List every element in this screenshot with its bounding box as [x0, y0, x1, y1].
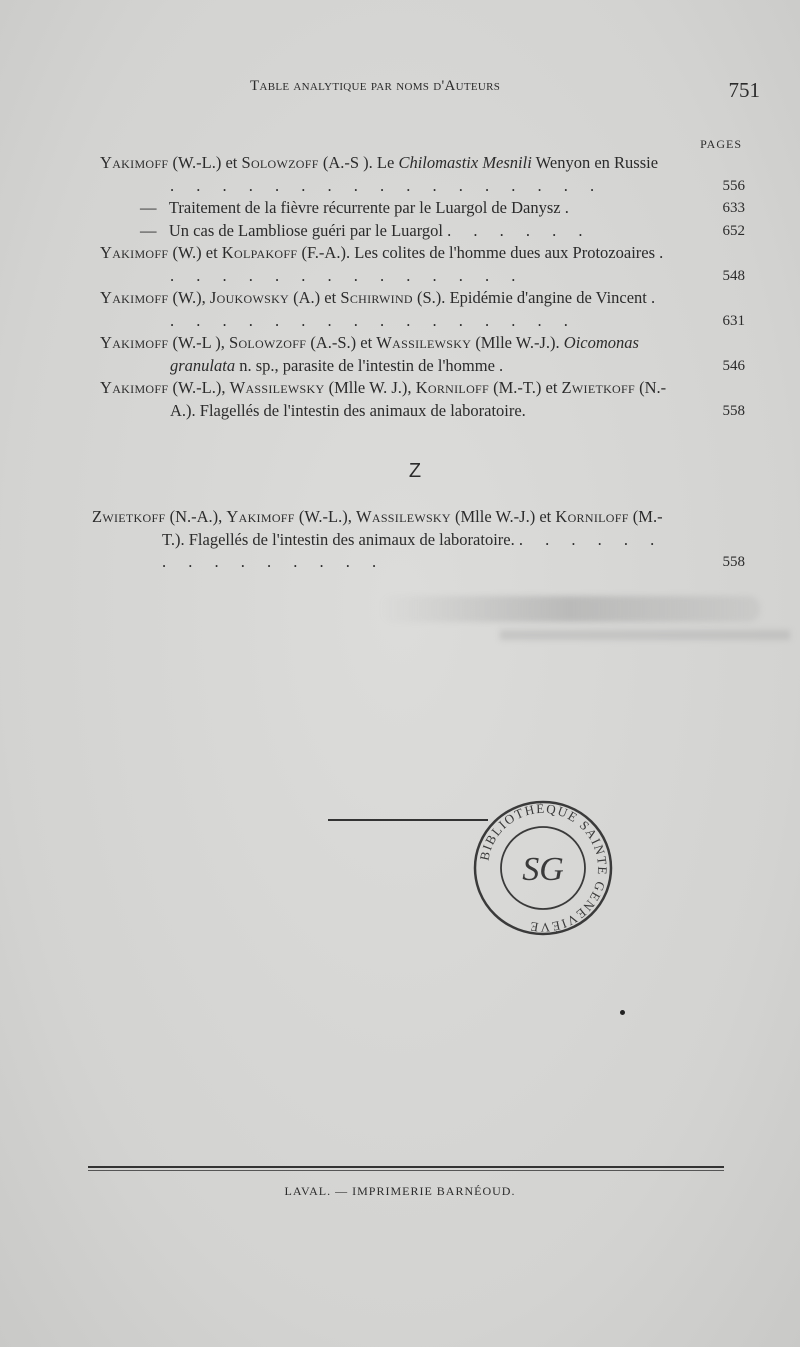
- running-title: Table analytique par noms d'Auteurs: [250, 78, 501, 94]
- entry-page: 652: [722, 222, 745, 239]
- scan-smudge: [500, 630, 790, 640]
- scan-smudge: [380, 596, 760, 622]
- index-entry: Yakimoff (W.) et Kolpakoff (F.-A.). Les colites de l'homme dues aux Protozoaires . . . . . . . . . . . . . . . 548: [100, 242, 745, 287]
- svg-text:SG: SG: [522, 851, 564, 888]
- index-entry: — Un cas de Lambliose guéri par le Luargol . . . . . . 652: [100, 220, 745, 243]
- index-entry: — Traitement de la fièvre récurrente par le Luargol de Danysz . 633: [100, 197, 745, 220]
- page-number: 751: [728, 78, 760, 102]
- entry-page: 546: [722, 357, 745, 374]
- entry-page: 633: [722, 200, 745, 216]
- index-entry: Yakimoff (W.-L ), Solowzoff (A.-S.) et Wassilewsky (Mlle W.-J.). Oicomonas granulata n. sp., parasite de l'intestin de l'homme . 546: [100, 332, 745, 377]
- divider-rule: [328, 819, 488, 821]
- index-entries: [100, 152, 745, 422]
- footer-rule: [88, 1166, 724, 1168]
- entry-page: 556: [722, 177, 745, 194]
- footer-rule: [88, 1170, 724, 1171]
- svg-text:BIBLIOTHÈQUE SAINTE GENEVIÈVE: BIBLIOTHÈQUE SAINTE GENEVIÈVE: [476, 800, 611, 936]
- entry-page: 631: [722, 312, 745, 329]
- entry-page: 558: [722, 402, 745, 419]
- entry-page: 548: [722, 267, 745, 284]
- entry-page: 558: [722, 554, 745, 570]
- index-entry: Yakimoff (W.), Joukowsky (A.) et Schirwind (S.). Epidémie d'angine de Vincent . . . . . . . . . . . . . . . . . 631: [100, 287, 745, 332]
- scan-speck: [620, 1010, 625, 1015]
- index-entry: Zwietkoff (N.-A.), Yakimoff (W.-L.), Wassilewsky (Mlle W.-J.) et Korniloff (M.-T.). Flagellés de l'intestin des animaux de laboratoire. . . . . . . . . . . . . . . . 558: [92, 506, 745, 574]
- index-entry: Yakimoff (W.-L.), Wassilewsky (Mlle W. J.), Korniloff (M.-T.) et Zwietkoff (N.-A.). Flagellés de l'intestin des animaux de laboratoire. 558: [100, 377, 745, 422]
- index-entry: Yakimoff (W.-L.) et Solowzoff (A.-S ). Le Chilomastix Mesnili Wenyon en Russie . . . . . . . . . . . . . . . . . 556: [100, 152, 745, 197]
- pages-column-label: PAGES: [700, 137, 742, 151]
- printer-imprint: LAVAL. — IMPRIMERIE BARNÉOUD.: [284, 1184, 516, 1198]
- library-stamp-icon: [468, 798, 618, 938]
- index-entries-z: [92, 506, 745, 574]
- section-letter: Z: [408, 460, 422, 482]
